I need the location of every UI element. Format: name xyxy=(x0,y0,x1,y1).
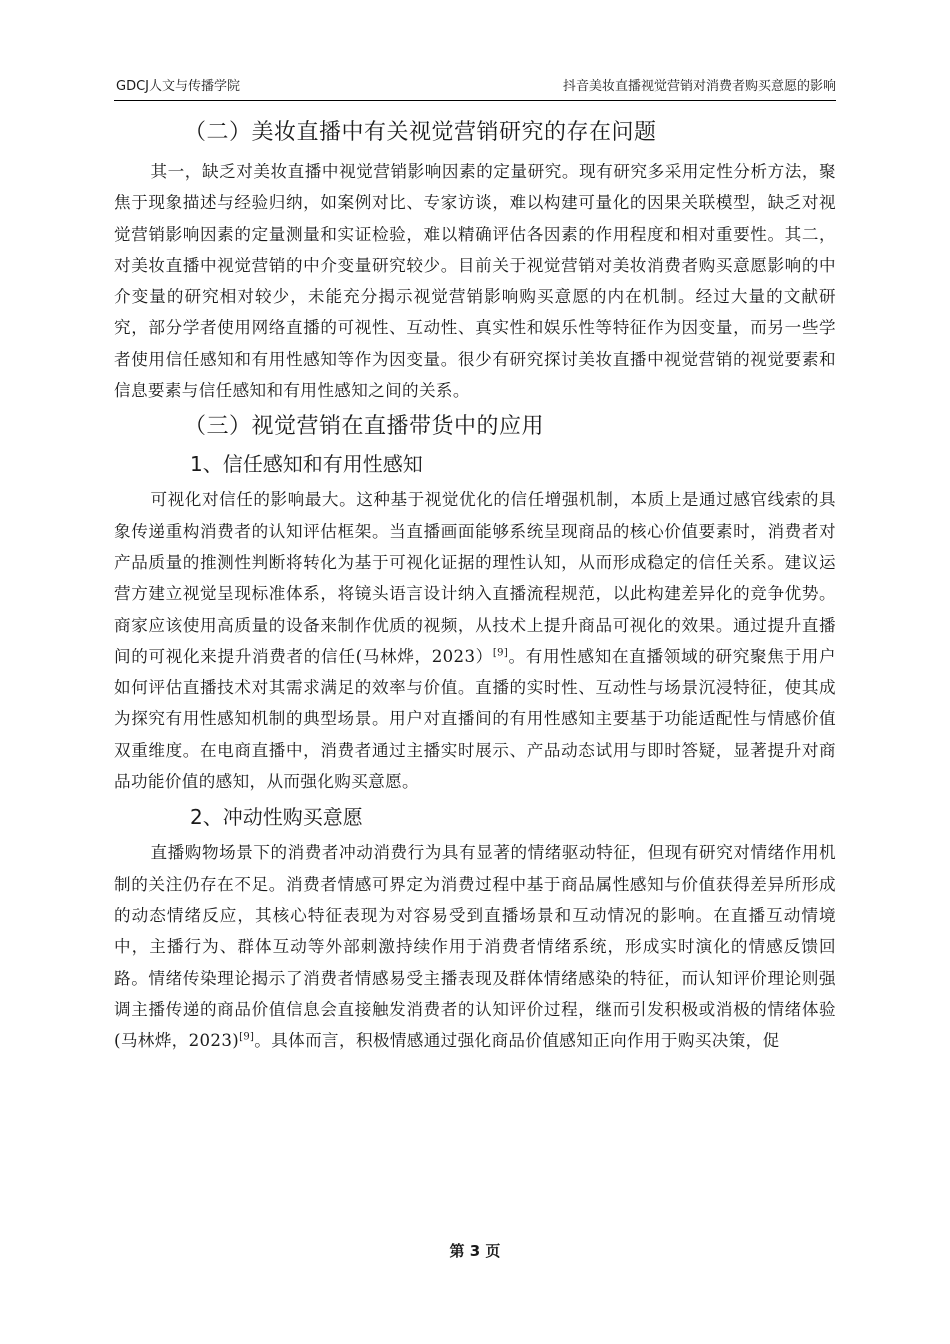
subsection-1-heading: 1、信任感知和有用性感知 xyxy=(190,452,423,477)
subsection-2-text-b: 。具体而言，积极情感通过强化商品价值感知正向作用于购买决策，促 xyxy=(254,1031,780,1051)
subsection-2-heading: 2、冲动性购买意愿 xyxy=(190,805,363,830)
section-2-heading: （二）美妆直播中有关视觉营销研究的存在问题 xyxy=(184,120,657,145)
citation-ref: [9] xyxy=(492,647,509,659)
header-institution: GDCJ人文与传播学院 xyxy=(116,79,240,94)
subsection-2-paragraph xyxy=(114,837,836,1056)
section-3-heading: （三）视觉营销在直播带货中的应用 xyxy=(184,414,545,440)
page-number: 第 3 页 xyxy=(449,1242,501,1260)
subsection-1-text-a: 可视化对信任的影响最大。这种基于视觉优化的信任增强机制，本质上是通过感官线索的具象传递重构消费者的认知评估框架。当直播画面能够系统呈现商品的核心价值要素时，消费者对产品质量的推测性判断将转化为基于可视化证据的理性认知，从而形成稳定的信任关系。建议运营方建立视觉呈现标准体系，将镜头语言设计纳入直播流程规范，以此构建差异化的竞争优势。商家应该使用高质量的设备来制作优质的视频，从技术上提升商品可视化的效果。通过提升直播间的可视化来提升消费者的信任(马林烨，2023） xyxy=(114,490,836,666)
header-paper-title: 抖音美妆直播视觉营销对消费者购买意愿的影响 xyxy=(562,79,836,94)
subsection-2-text-a: 直播购物场景下的消费者冲动消费行为具有显著的情绪驱动特征，但现有研究对情绪作用机制的关注仍存在不足。消费者情感可界定为消费过程中基于商品属性感知与价值获得差异所形成的动态情绪反应，其核心特征表现为对容易受到直播场景和互动情况的影响。在直播互动情境中，主播行为、群体互动等外部刺激持续作用于消费者情绪系统，形成实时演化的情感反馈回路。情绪传染理论揭示了消费者情感易受主播表现及群体情绪感染的特征，而认知评价理论则强调主播传递的商品价值信息会直接触发消费者的认知评价过程，继而引发积极或消极的情绪体验(马林烨，2023) xyxy=(114,843,836,1051)
section-2-paragraph: 其一，缺乏对美妆直播中视觉营销影响因素的定量研究。现有研究多采用定性分析方法，聚焦于现象描述与经验归纳，如案例对比、专家访谈，难以构建可量化的因果关联模型，缺乏对视觉营销影响因素的定量测量和实证检验，难以精确评估各因素的作用程度和相对重要性。其二，对美妆直播中视觉营销的中介变量研究较少。目前关于视觉营销对美妆消费者购买意愿影响的中介变量的研究相对较少，未能充分揭示视觉营销影响购买意愿的内在机制。经过大量的文献研究，部分学者使用网络直播的可视性、互动性、真实性和娱乐性等特征作为因变量，而另一些学者使用信任感知和有用性感知等作为因变量。很少有研究探讨美妆直播中视觉营销的视觉要素和信息要素与信任感知和有用性感知之间的关系。 xyxy=(114,162,836,401)
citation-ref: [9] xyxy=(239,1031,255,1043)
running-header xyxy=(114,78,836,101)
page-content xyxy=(114,112,836,1056)
subsection-1-text-b: 。有用性感知在直播领域的研究聚焦于用户如何评估直播技术对其需求满足的效率与价值。直播的实时性、互动性与场景沉浸特征，使其成为探究有用性感知机制的典型场景。用户对直播间的有用性感知主要基于功能适配性与情感价值双重维度。在电商直播中，消费者通过主播实时展示、产品动态试用与即时答疑，显著提升对商品功能价值的感知，从而强化购买意愿。 xyxy=(114,646,836,792)
subsection-1-paragraph xyxy=(114,484,836,797)
